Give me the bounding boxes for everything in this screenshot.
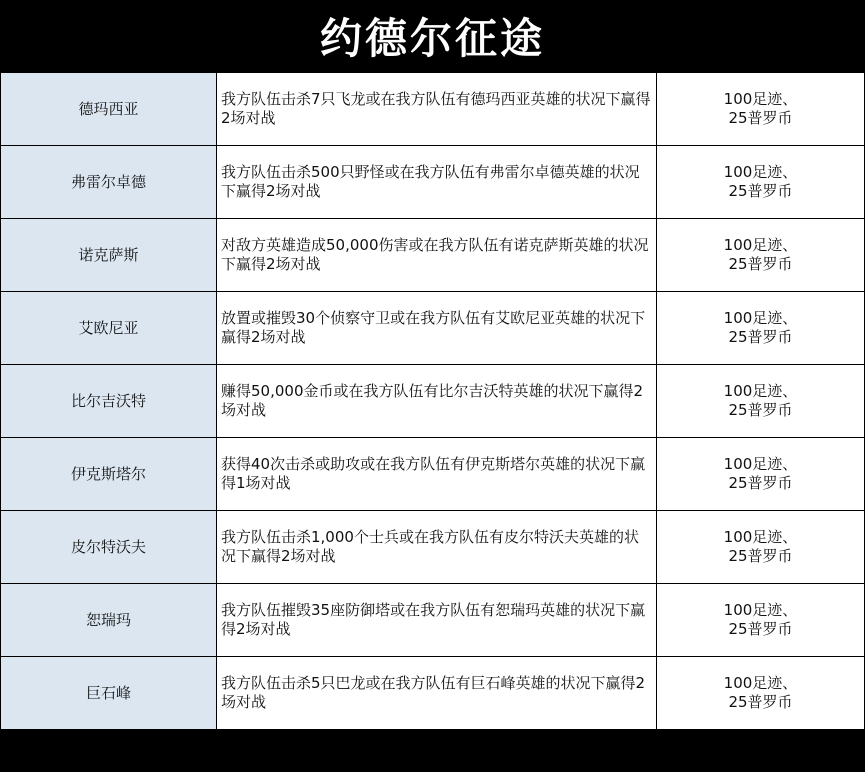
task-cell: 我方队伍击杀1,000个士兵或在我方队伍有皮尔特沃夫英雄的状况下赢得2场对战 [217, 511, 657, 584]
reward-cell [657, 292, 865, 365]
reward-footprints: 100足迹、 [723, 674, 798, 692]
reward-footprints: 100足迹、 [723, 163, 798, 181]
champion-cell: 艾欧尼亚 [1, 292, 217, 365]
table-row [1, 219, 865, 292]
table-row [1, 584, 865, 657]
bottom-bar [0, 739, 865, 772]
page-title: 约德尔征途 [319, 14, 545, 63]
task-cell: 我方队伍击杀500只野怪或在我方队伍有弗雷尔卓德英雄的状况下赢得2场对战 [217, 146, 657, 219]
champion-cell: 德玛西亚 [1, 73, 217, 146]
champion-cell: 伊克斯塔尔 [1, 438, 217, 511]
reward-cell [657, 584, 865, 657]
reward-coins: 25普罗币 [728, 620, 793, 638]
title-bar [0, 0, 865, 72]
reward-cell [657, 365, 865, 438]
reward-coins: 25普罗币 [728, 474, 793, 492]
table-row [1, 292, 865, 365]
reward-coins: 25普罗币 [728, 109, 793, 127]
champion-cell: 弗雷尔卓德 [1, 146, 217, 219]
table-row [1, 657, 865, 730]
reward-coins: 25普罗币 [728, 693, 793, 711]
reward-footprints: 100足迹、 [723, 382, 798, 400]
reward-cell [657, 511, 865, 584]
reward-cell [657, 438, 865, 511]
task-cell: 我方队伍击杀7只飞龙或在我方队伍有德玛西亚英雄的状况下赢得2场对战 [217, 73, 657, 146]
reward-cell [657, 657, 865, 730]
reward-footprints: 100足迹、 [723, 236, 798, 254]
reward-footprints: 100足迹、 [723, 455, 798, 473]
table-row [1, 511, 865, 584]
reward-cell [657, 219, 865, 292]
task-cell: 我方队伍击杀5只巴龙或在我方队伍有巨石峰英雄的状况下赢得2场对战 [217, 657, 657, 730]
reward-coins: 25普罗币 [728, 547, 793, 565]
table-row [1, 146, 865, 219]
table-row [1, 365, 865, 438]
reward-footprints: 100足迹、 [723, 601, 798, 619]
table-row [1, 73, 865, 146]
table-row [1, 438, 865, 511]
reward-footprints: 100足迹、 [723, 309, 798, 327]
reward-coins: 25普罗币 [728, 328, 793, 346]
reward-footprints: 100足迹、 [723, 528, 798, 546]
reward-coins: 25普罗币 [728, 182, 793, 200]
task-cell: 赚得50,000金币或在我方队伍有比尔吉沃特英雄的状况下赢得2场对战 [217, 365, 657, 438]
reward-footprints: 100足迹、 [723, 90, 798, 108]
task-cell: 我方队伍摧毁35座防御塔或在我方队伍有恕瑞玛英雄的状况下赢得2场对战 [217, 584, 657, 657]
reward-coins: 25普罗币 [728, 255, 793, 273]
champion-cell: 恕瑞玛 [1, 584, 217, 657]
quest-table [0, 72, 865, 730]
reward-coins: 25普罗币 [728, 401, 793, 419]
champion-cell: 诺克萨斯 [1, 219, 217, 292]
task-cell: 获得40次击杀或助攻或在我方队伍有伊克斯塔尔英雄的状况下赢得1场对战 [217, 438, 657, 511]
champion-cell: 巨石峰 [1, 657, 217, 730]
champion-cell: 皮尔特沃夫 [1, 511, 217, 584]
task-cell: 放置或摧毁30个侦察守卫或在我方队伍有艾欧尼亚英雄的状况下赢得2场对战 [217, 292, 657, 365]
champion-cell: 比尔吉沃特 [1, 365, 217, 438]
reward-cell [657, 146, 865, 219]
reward-cell [657, 73, 865, 146]
task-cell: 对敌方英雄造成50,000伤害或在我方队伍有诺克萨斯英雄的状况下赢得2场对战 [217, 219, 657, 292]
